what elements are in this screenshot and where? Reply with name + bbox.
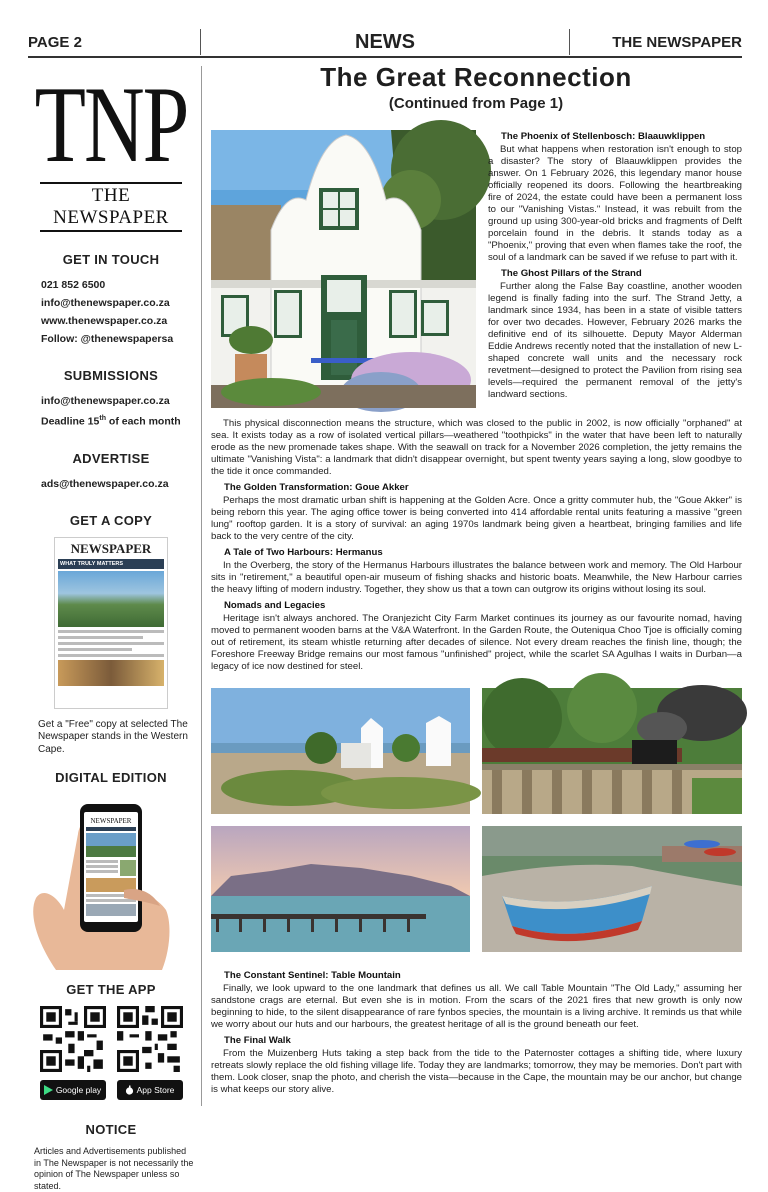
submissions-deadline: Deadline 15th of each month <box>41 415 181 428</box>
cover-text-line <box>58 636 143 639</box>
section-heading-nomads: Nomads and Legacies <box>224 600 326 611</box>
notice-text: Articles and Advertisements published in The Newspaper is not necessarily the opinion of The Newspaper unless so stated. <box>34 1146 194 1191</box>
qr-codes <box>28 1006 194 1072</box>
section-heading-table-mountain: The Constant Sentinel: Table Mountain <box>224 970 401 981</box>
contact-website[interactable]: www.thenewspaper.co.za <box>41 315 168 327</box>
blaauwklippen-manor-photo <box>211 130 476 408</box>
app-store-badges <box>28 1080 194 1100</box>
notice-heading: NOTICE <box>85 1122 137 1137</box>
section-body-ghost-pillars-cont: This physical disconnection means the structure, which was closed to the public in 2002, is now officially "orphaned" at sea. It exists today as a row of isolated vertical pillars—weathered "toothpicks" in the water that have been left to naturally erode as the new promenade takes shape. With the seawall on track for a November 2026 completion, the jetty remains the ultimate "Vanishing Vista": a landmark that didn't disappear overnight, but spent twenty years saying a long, slow goodbye to the tide it once commanded. <box>211 418 742 477</box>
fishing-boat-photo <box>482 826 742 952</box>
submissions-heading: SUBMISSIONS <box>63 368 159 383</box>
section-body-hermanus: In the Overberg, the story of the Hermanus Harbours illustrates the balance between work and memory. The Old Harbour sits in "retirement," a beautiful open-air museum of fishing shacks and historic boats. Meanwhile, the New Harbour carries the heavy lifting of modern industry. Together, they show us that a town can outgrow its origins without losing its soul. <box>211 560 742 595</box>
google-play-button[interactable] <box>40 1080 106 1100</box>
get-the-app-heading: GET THE APP <box>66 982 156 997</box>
section-heading-final-walk: The Final Walk <box>224 1035 291 1046</box>
cover-ad-photo <box>58 660 164 686</box>
cover-title: NEWSPAPER <box>70 540 152 556</box>
section-heading-ghost-pillars: The Ghost Pillars of the Strand <box>501 268 642 279</box>
app-store-button[interactable] <box>117 1080 183 1100</box>
contact-email[interactable]: info@thenewspaper.co.za <box>41 297 170 309</box>
sidebar <box>28 64 194 1191</box>
get-in-touch-heading: GET IN TOUCH <box>62 252 160 267</box>
article-body-lower <box>211 966 742 1096</box>
section-body-table-mountain: Finally, we look upward to the one landmark that defines us all. We call Table Mountain "The Old Lady," assuming her sandstone crags are eternal. But even she is in motion. From the scars of the 2021 fires that new growth is only now beginning to hide, to the silent disappearance of rare fynbos species, the mountain is a living archive. It reminds us that while we worry about our huts and our harbours, the greatest heritage of all is the ground beneath our feet. <box>211 983 742 1030</box>
article-title: The Great Reconnection <box>320 62 632 92</box>
submissions-email[interactable]: info@thenewspaper.co.za <box>41 395 170 407</box>
app-store-label: App Store <box>136 1085 175 1095</box>
get-a-copy-heading: GET A COPY <box>69 512 153 528</box>
get-a-copy-text: Get a "Free" copy at selected The Newspaper stands in the Western Cape. <box>38 718 188 755</box>
article-subtitle: (Continued from Page 1) <box>388 95 564 112</box>
page-header <box>28 28 742 56</box>
digital-edition-heading: DIGITAL EDITION <box>55 770 167 785</box>
article-header <box>210 62 742 112</box>
phone-in-hand-image[interactable] <box>28 794 194 970</box>
strand-jetty-photo <box>211 826 470 952</box>
section-body-goue-akker: Perhaps the most dramatic urban shift is happening at the Golden Acre. Once a gritty commuter hub, the "Goue Akker" is being reborn this year. The aging office tower is being converted into 414 affordable rental units featuring a massive "green lung" rooftop garden. It is a story of survival: an aging 1970s landmark being given a heartbeat, bringing families and life back to the very centre of the city. <box>211 495 742 542</box>
section-body-phoenix: But what happens when restoration isn't enough to stop a disaster? The story of Blaauwklippen provides the answer. On 1 February 2026, this legendary manor house officially reopened its doors. Following the heartbreaking fire of 2024, the estate could have been a permanent loss to our "Vanishing Vistas." Instead, it was rebuilt from the ground up using 300-year-old bricks and fragments of Delft porcelain found in the debris. It stands today as a "Phoenix," proving that even when flames take the roof, the soul of a landmark can be saved if we refuse to part with it. <box>488 144 742 263</box>
cover-photo <box>58 571 164 627</box>
svg-text:NEWSPAPER: NEWSPAPER <box>90 817 132 825</box>
section-body-final-walk: From the Muizenberg Huts taking a step back from the tide to the Paternoster cottages a shifting tide, where luxury retreats slowly replace the old fishing village life. Today they are landmarks; tomorrow, they may be memories. Don't part with them. Look closer, snap the photo, and cherish the vista—because in the Cape, the mountain may be our anchor, but change is what keeps our story alive. <box>211 1048 742 1095</box>
section-heading-goue-akker: The Golden Transformation: Goue Akker <box>224 482 409 493</box>
right-column-text <box>488 127 742 401</box>
play-triangle-icon <box>44 1085 53 1095</box>
section-title: NEWS <box>355 30 415 53</box>
advertise-email[interactable]: ads@thenewspaper.co.za <box>41 477 169 490</box>
advertise-heading: ADVERTISE <box>72 450 150 466</box>
contact-social[interactable]: Follow: @thenewspapersa <box>41 333 174 345</box>
steam-train-photo <box>482 688 742 814</box>
qr-code-ios-icon[interactable] <box>117 1006 183 1072</box>
google-play-label: Google play <box>55 1085 102 1095</box>
cover-banner: WHAT TRULY MATTERS <box>58 559 164 569</box>
column-divider <box>201 66 202 1106</box>
cover-text-line <box>58 642 164 645</box>
section-body-nomads: Heritage isn't always anchored. The Oranjezicht City Farm Market continues its journey as our favourite nomad, having moved to permanent wooden barns at the V&A Waterfront. In the Garden Route, the Outeniqua Choo Tjoe is officially coming out of retirement, its steam whistle returning after decades of silence. Not every dream reaches the finish line, though; the Foreshore Freeway Bridge remains our most famous "unfinished" project, while the scarlet SA Agulhas I waits in Durban—a legacy of ice now destined for steel. <box>211 613 742 672</box>
paper-name: THE NEWSPAPER <box>612 33 742 51</box>
cover-text-line <box>58 648 132 651</box>
article-body-upper <box>211 418 742 673</box>
section-body-ghost-pillars: Further along the False Bay coastline, another wooden legend is finally fading into the surf. The Strand Jetty, a landmark since 1934, has been in a state of visible tatters for over two decades. However, February 2026 marks the definitive end of its silhouette. Deputy Mayor Alderman Eddie Andrews recently noted that the installation of new L-shaped concrete wall units and the necessary rock revetment—designed to protect the Pavilion from rising sea levels—required the permanent removal of the jetty's landward sections. <box>488 281 742 400</box>
logo-monogram: TNP <box>34 64 188 186</box>
cover-text-line <box>58 654 164 657</box>
header-rule <box>28 56 742 58</box>
apple-icon <box>125 1085 134 1095</box>
page-number: PAGE 2 <box>28 33 82 51</box>
newspaper-cover-thumbnail[interactable] <box>54 537 168 709</box>
logo-wordmark: THE NEWSPAPER <box>40 182 182 232</box>
section-heading-phoenix: The Phoenix of Stellenbosch: Blaauwklippen <box>501 131 706 142</box>
tnp-logo <box>28 64 194 232</box>
qr-code-android-icon[interactable] <box>40 1006 106 1072</box>
contact-phone[interactable]: 021 852 6500 <box>41 279 106 291</box>
cover-text-line <box>58 630 164 633</box>
coastal-cottages-photo <box>211 688 470 814</box>
section-heading-hermanus: A Tale of Two Harbours: Hermanus <box>224 547 383 558</box>
